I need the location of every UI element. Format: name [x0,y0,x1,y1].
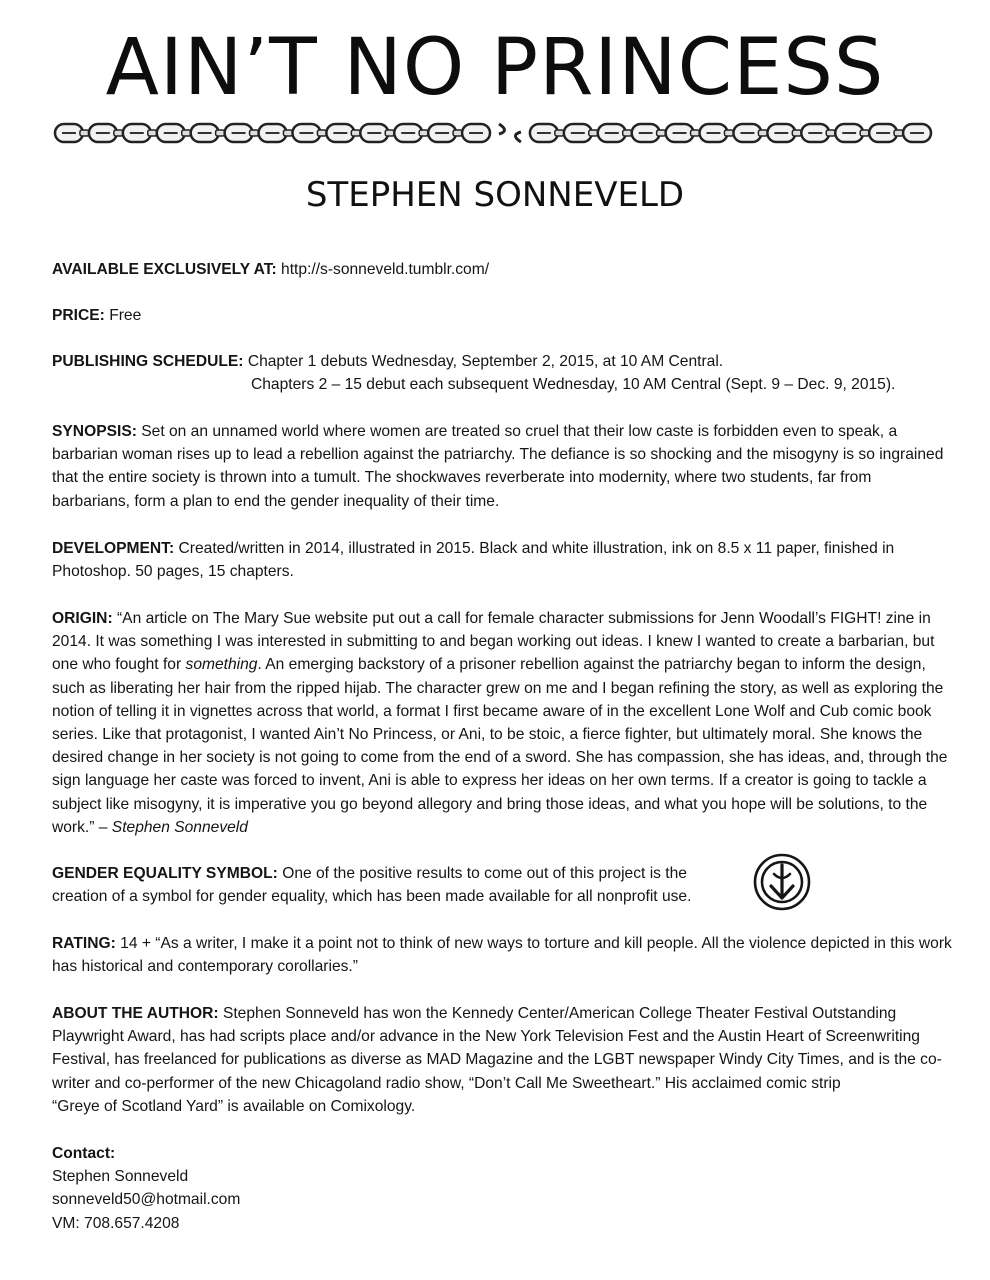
schedule-line-2: Chapters 2 – 15 debut each subsequent Wednesday, 10 AM Central (Sept. 9 – Dec. 9, 2015). [251,376,896,394]
contact-email[interactable]: sonneveld50@hotmail.com [52,1191,241,1209]
rating-text: 14 + “As a writer, I make it a point not to think of new ways to torture and kill people. All the violence depicted in this work has historical and contemporary corollaries.” [52,935,952,976]
synopsis-text: Set on an unnamed world where women are treated so cruel that their low caste is forbidden even to speak, a barbarian woman rises up to lead a rebellion against the patriarchy. The defiance is so shocking and the misogyny is so ingrained that the entire society is thrown into a tumult. The shockwaves reverberate into modernity, where two students, far from barbarians, form a plan to end the gender inequality of their time. [52,423,944,510]
synopsis-label: SYNOPSIS: [52,423,137,440]
schedule-section [52,350,952,396]
contact-label: Contact: [52,1145,116,1162]
synopsis-section [52,420,952,513]
gender-symbol-section [52,862,712,908]
development-text: Created/written in 2014, illustrated in 2015. Black and white illustration, ink on 8.5 x 11 paper, finished in Photoshop. 50 pages, 15 chapters. [52,540,895,581]
schedule-label: PUBLISHING SCHEDULE: [52,353,244,370]
availability-section [52,258,952,281]
origin-section [52,607,952,839]
price-label: PRICE: [52,307,105,324]
rating-label: RATING: [52,935,116,952]
availability-url[interactable]: http://s-sonneveld.tumblr.com/ [281,261,490,278]
price-section [52,304,952,327]
gender-symbol-label: GENDER EQUALITY SYMBOL: [52,865,278,882]
contact-section [52,1142,952,1235]
about-text-1: Stephen Sonneveld has won the Kennedy Center/American College Theater Festival Outstanding Playwright Award, has had scripts place and/or advance in the New York Television Fest and the Austin Heart of Screenwriting Festival, has freelanced for publications as diverse as MAD Magazine and the LGBT newspaper Windy City Times, and is the co-writer and co-performer of the new Chicagoland radio show, “Don’t Call Me Sweetheart.” His acclaimed comic strip [52,1005,942,1092]
about-section [52,1002,952,1118]
page-title: AIN’T NO PRINCESS [105,23,885,113]
contact-phone: VM: 708.657.4208 [52,1214,180,1232]
origin-attribution: Stephen Sonneveld [111,818,248,836]
development-label: DEVELOPMENT: [52,540,175,557]
rating-section [52,932,952,978]
development-section [52,537,952,583]
chain-icon [52,118,934,148]
author-heading: STEPHEN SONNEVELD [305,175,685,215]
about-label: ABOUT THE AUTHOR: [52,1005,219,1022]
origin-emphasis: something [185,656,258,674]
origin-text-1: “An article on The Mary Sue website put out a call for female character submissions for Jenn Woodall’s FIGHT! zine in 2014. It was something I was interested in submitting to and began working out ideas. I knew I wanted to create a barbarian, but one who fought for [52,610,935,674]
about-text-2: “Greye of Scotland Yard” is available on Comixology. [52,1097,416,1115]
contact-name: Stephen Sonneveld [52,1168,189,1186]
availability-label: AVAILABLE EXCLUSIVELY AT: [52,261,277,278]
gender-symbol-text: One of the positive results to come out of this project is the creation of a symbol for gender equality, which has been made available for all nonprofit use. [52,865,692,906]
price-value: Free [109,307,142,324]
gender-equality-symbol-icon [752,852,812,912]
schedule-line-1: Chapter 1 debuts Wednesday, September 2, 2015, at 10 AM Central. [247,353,724,370]
origin-label: ORIGIN: [52,610,113,627]
origin-text-2: . An emerging backstory of a prisoner rebellion against the patriarchy began to inform the design, such as liberating her hair from the ripped hijab. The character grew on me and I began refining the story, as well as exploring the notion of telling it in vignettes across that world, a format I first became aware of in the excellent Lone Wolf and Cub comic book series. Like that protagonist, I wanted Ain’t No Princess, or Ani, to be stoic, a fierce fighter, but ultimately moral. She knows the desired change in her society is not going to come from the end of a sword. She has compassion, she has ideas, and, through the sign language her caste was forced to invent, Ani is able to express her ideas on her own terms. If a creator is going to tackle a subject like misogyny, it is imperative you go beyond allegory and bring those ideas, and what you hope will be solutions, to the work.” – [52,656,948,836]
